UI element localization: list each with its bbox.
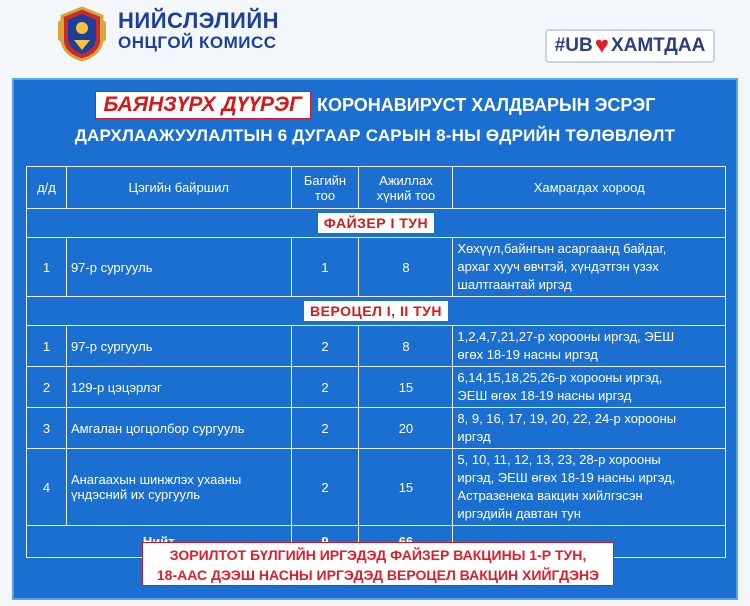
cell-teams: 2 xyxy=(291,326,359,367)
emblem-icon xyxy=(52,4,112,62)
cell-location: 97-р сургууль xyxy=(66,326,291,367)
cell-location: 129-р цэцэрлэг xyxy=(66,367,291,408)
cell-teams: 2 xyxy=(291,408,359,449)
hashtag-prefix: #UB xyxy=(554,35,593,56)
footer-line1: ЗОРИЛТОТ БҮЛГИЙН ИРГЭДЭД ФАЙЗЕР ВАКЦИНЫ 1-Р ТУН, xyxy=(169,547,587,563)
col-header-teams: Багийн тоо xyxy=(291,167,359,209)
cell-teams: 1 xyxy=(291,238,359,297)
hashtag-badge xyxy=(545,29,715,63)
cell-no: 1 xyxy=(27,326,67,367)
title-line1: КОРОНАВИРУСТ ХАЛДВАРЫН ЭСРЭГ xyxy=(317,94,656,115)
cell-coverage: 5, 10, 11, 12, 13, 23, 28-р хорооны иргэд, ЭЕШ өгөх 18-19 насны иргэд, Астразенека вакцин хийлгэсэн иргэдийн давтан тун xyxy=(453,449,726,526)
org-name-line2: ОНЦГОЙ КОМИСС xyxy=(118,33,277,52)
cell-staff: 15 xyxy=(359,449,453,526)
schedule-panel xyxy=(12,78,738,600)
cell-coverage: 1,2,4,7,21,27-р хорооны иргэд, ЭЕШ өгөх 18-19 насны иргэд xyxy=(453,326,726,367)
cell-teams: 2 xyxy=(291,449,359,526)
cell-location: Анагаахын шинжлэх ухааны үндэсний их сургууль xyxy=(66,449,291,526)
cell-staff: 20 xyxy=(359,408,453,449)
table-header-row xyxy=(27,167,726,209)
table-row xyxy=(27,449,726,526)
table-row xyxy=(27,408,726,449)
cell-coverage: 8, 9, 16, 17, 19, 20, 22, 24-р хорооны иргэд xyxy=(453,408,726,449)
cell-no: 3 xyxy=(27,408,67,449)
col-header-coverage: Хамрагдах хороод xyxy=(453,167,726,209)
table-row xyxy=(27,367,726,408)
district-badge: БАЯНЗҮРХ ДҮҮРЭГ xyxy=(95,91,311,119)
phase-row-pfizer xyxy=(27,209,726,238)
col-header-staff: Ажиллах хүний тоо xyxy=(359,167,453,209)
table-row xyxy=(27,238,726,297)
org-name-line1: НИЙСЛЭЛИЙН xyxy=(118,8,280,33)
col-header-location: Цэгийн байршил xyxy=(66,167,291,209)
cell-location: Амгалан цогцолбор сургууль xyxy=(66,408,291,449)
cell-coverage: Хөхүүл,байнгын асаргаанд байдаг, архаг хууч өвчтэй, хүндэтгэн үзэх шалтгаантай иргэд xyxy=(453,238,726,297)
cell-staff: 8 xyxy=(359,238,453,297)
heart-icon: ♥ xyxy=(594,32,609,59)
table-row xyxy=(27,326,726,367)
title-line2: ДАРХЛААЖУУЛАЛТЫН 6 ДУГААР САРЫН 8-НЫ ӨДРИЙН ТӨЛӨВЛӨЛТ xyxy=(74,126,676,145)
cell-teams: 2 xyxy=(291,367,359,408)
hashtag-suffix: ХАМТДАА xyxy=(610,35,706,56)
cell-location: 97-р сургууль xyxy=(66,238,291,297)
phase-label-verocell: ВЕРОЦЕЛ I, II ТУН xyxy=(304,301,448,321)
header xyxy=(0,0,750,74)
cell-no: 1 xyxy=(27,238,67,297)
cell-staff: 8 xyxy=(359,326,453,367)
footer-line2: 18-ААС ДЭЭШ НАСНЫ ИРГЭДЭД ВЕРОЦЕЛ ВАКЦИН ХИЙГДЭНЭ xyxy=(156,567,600,583)
page-title xyxy=(14,90,736,146)
footer-note xyxy=(142,542,614,586)
phase-row-verocell xyxy=(27,297,726,326)
cell-coverage: 6,14,15,18,25,26-р хорооны иргэд, ЭЕШ өгөх 18-19 насны иргэд xyxy=(453,367,726,408)
cell-staff: 15 xyxy=(359,367,453,408)
phase-label-pfizer: ФАЙЗЕР I ТУН xyxy=(318,213,434,233)
cell-no: 4 xyxy=(27,449,67,526)
org-name xyxy=(118,10,279,54)
cell-no: 2 xyxy=(27,367,67,408)
col-header-no: д/д xyxy=(27,167,67,209)
schedule-table xyxy=(26,166,726,558)
